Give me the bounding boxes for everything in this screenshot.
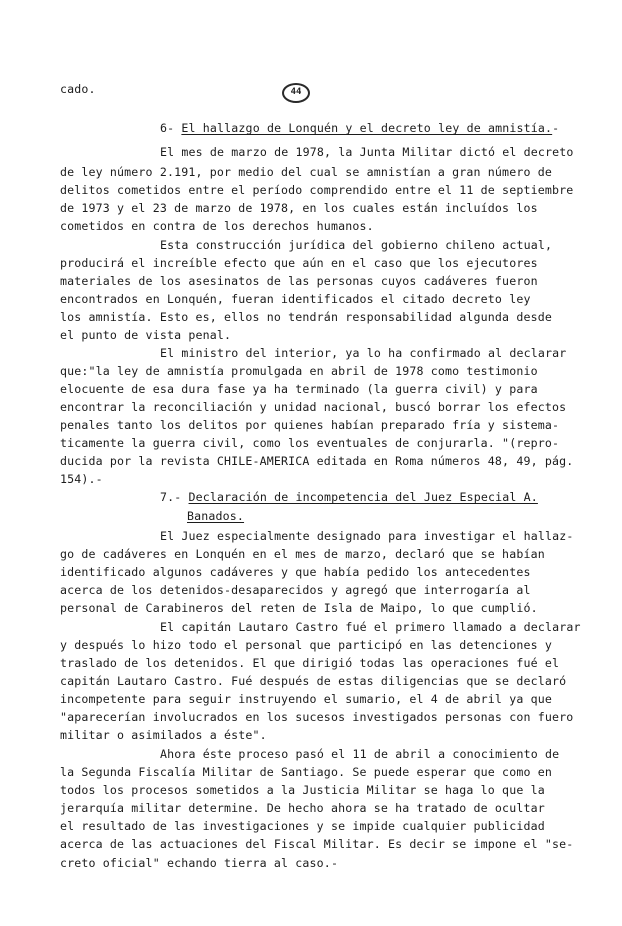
section-heading: Declaración de incompetencia del Juez Especial A. (188, 490, 538, 504)
text-line: de ley número 2.191, por medio del cual se amnistían a gran número de (60, 165, 552, 179)
text-line: acerca de las actuaciones del Fiscal Militar. Es decir se impone el "se- (60, 837, 574, 851)
heading-number: 7.- (160, 490, 189, 504)
text-line: El capitán Lautaro Castro fué el primero llamado a declarar (160, 620, 581, 634)
text-line: los amnistía. Esto es, ellos no tendrán responsabilidad algunda desde (60, 310, 552, 324)
text-line: delitos cometidos entre el período comprendido entre el 11 de septiembre (60, 183, 574, 197)
text-line: producirá el increíble efecto que aún en el caso que los ejecutores (60, 256, 538, 270)
text-line: El mes de marzo de 1978, la Junta Militar dictó el decreto (160, 145, 574, 159)
text-line: cado. (60, 82, 96, 96)
text-line: todos los procesos sometidos a la Justicia Militar se haga lo que la (60, 783, 545, 797)
text-line: y después lo hizo todo el personal que participó en las detenciones y (60, 638, 552, 652)
text-line: encontrar la reconciliación y unidad nacional, buscó borrar los efectos (60, 400, 567, 414)
text-line: el punto de vista penal. (60, 328, 232, 342)
text-line: de 1973 y el 23 de marzo de 1978, en los cuales están incluídos los (60, 201, 538, 215)
text-line (160, 489, 538, 505)
text-line: 154).- (60, 472, 103, 486)
text-line: El ministro del interior, ya lo ha confirmado al declarar (160, 346, 567, 360)
text-line: materiales de los asesinatos de las personas cuyos cadáveres fueron (60, 274, 538, 288)
text-line: incompetente para seguir instruyendo el sumario, el 4 de abril ya que (60, 692, 552, 706)
text-line: "aparecerían involucrados en los sucesos investigados personas con fuero (60, 710, 574, 724)
text-line: acerca de los detenidos-desaparecidos y agregó que interrogaría al (60, 583, 531, 597)
text-line: personal de Carabineros del reten de Isla de Maipo, lo que cumplió. (60, 601, 538, 615)
text-line: cometidos en contra de los derechos humanos. (60, 219, 374, 233)
section-heading: El hallazgo de Lonquén y el decreto ley de amnistía. (181, 121, 553, 135)
text-line: creto oficial" echando tierra al caso.- (60, 856, 339, 870)
text-line: jerarquía militar determine. De hecho ahora se ha tratado de ocultar (60, 801, 545, 815)
text-line: traslado de los detenidos. El que dirigió todas las operaciones fué el (60, 656, 560, 670)
text-line: go de cadáveres en Lonquén en el mes de marzo, declaró que se habían (60, 547, 545, 561)
text-line: Ahora éste proceso pasó el 11 de abril a conocimiento de (160, 747, 560, 761)
page-edge (592, 0, 622, 926)
text-line: ticamente la guerra civil, como los eventuales de conjurarla. "(repro- (60, 436, 560, 450)
heading-suffix: - (552, 121, 560, 135)
text-line: militar o asimilados a éste". (60, 728, 267, 742)
heading-number: 6- (160, 121, 182, 135)
text-line: encontrados en Lonquén, fueran identificados el citado decreto ley (60, 292, 531, 306)
text-line: que:"la ley de amnistía promulgada en abril de 1978 como testimonio (60, 364, 538, 378)
text-line (160, 120, 559, 136)
text-line: penales tanto los delitos por quienes habían preparado fría y sistema- (60, 418, 560, 432)
text-line: la Segunda Fiscalía Militar de Santiago. Se puede esperar que como en (60, 765, 552, 779)
text-line: ducida por la revista CHILE-AMERICA editada en Roma números 48, 49, pág. (60, 454, 574, 468)
text-line: capitán Lautaro Castro. Fué después de estas diligencias que se declaró (60, 674, 567, 688)
text-line: Esta construcción jurídica del gobierno chileno actual, (160, 238, 553, 252)
text-line: identificado algunos cadáveres y que había pedido los antecedentes (60, 565, 531, 579)
text-line: el resultado de las investigaciones y se impide cualquier publicidad (60, 819, 545, 833)
page-number-stamp: 44 (282, 83, 310, 103)
text-line: elocuente de esa dura fase ya ha terminado (la guerra civil) y para (60, 382, 538, 396)
text-line: El Juez especialmente designado para investigar el hallaz- (160, 529, 574, 543)
text-line (187, 508, 244, 524)
section-heading: Banados. (187, 509, 245, 523)
